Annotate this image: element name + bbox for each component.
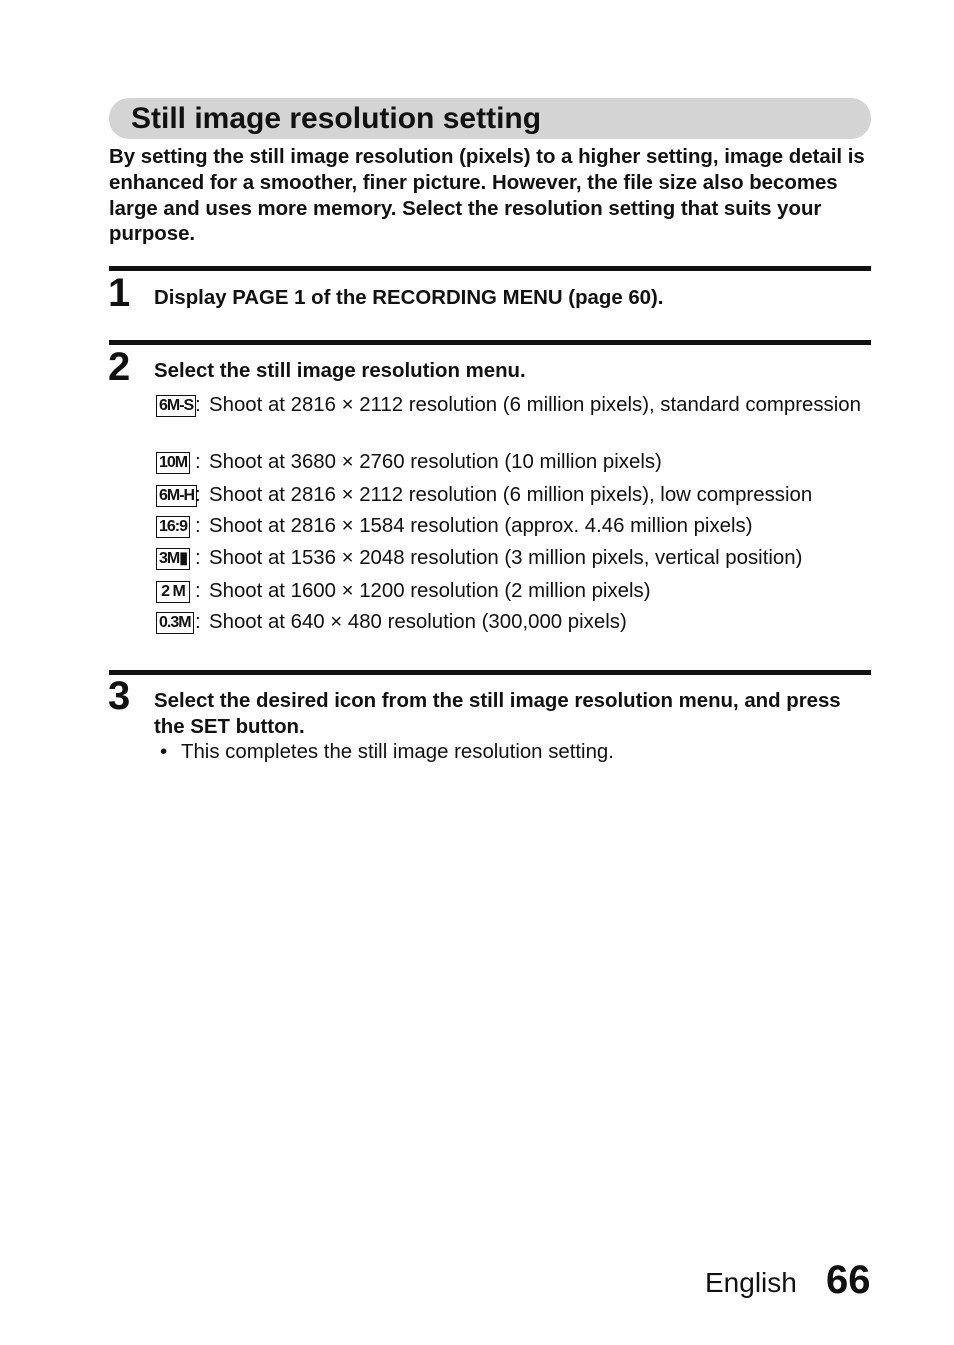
step-2-rule	[109, 340, 871, 345]
step-1-text: Display PAGE 1 of the RECORDING MENU (page 60).	[154, 287, 664, 309]
footer-language: English	[705, 1267, 797, 1298]
step-3-number: 3	[108, 674, 131, 718]
page-number: 66	[826, 1258, 871, 1302]
option-description: Shoot at 1600 × 1200 resolution (2 million pixels)	[209, 580, 651, 602]
option-separator: :	[195, 515, 201, 537]
step-3-note: This completes the still image resolution setting.	[181, 741, 614, 763]
option-description: Shoot at 3680 × 2760 resolution (10 million pixels)	[209, 451, 662, 473]
16-9-icon: 16:9	[156, 516, 190, 538]
option-description: Shoot at 2816 × 1584 resolution (approx. 4.46 million pixels)	[209, 515, 753, 537]
option-separator: :	[195, 394, 201, 416]
option-separator: :	[195, 580, 201, 602]
option-description: Shoot at 1536 × 2048 resolution (3 million pixels, vertical position)	[209, 547, 803, 569]
option-description: Shoot at 2816 × 2112 resolution (6 million pixels), low compression	[209, 484, 813, 506]
6m-high-icon: 6M-H	[156, 485, 197, 507]
step-3-text: Select the desired icon from the still image resolution menu, and press the SET button.	[154, 690, 841, 738]
2m-icon: 2 M	[156, 581, 190, 603]
step-1-rule	[109, 266, 871, 271]
0-3m-icon: 0.3M	[156, 612, 194, 634]
step-2-text: Select the still image resolution menu.	[154, 360, 526, 382]
section-title: Still image resolution setting	[131, 102, 542, 135]
10m-icon: 10M	[156, 452, 190, 474]
step-1-number: 1	[108, 271, 131, 315]
option-separator: :	[195, 611, 201, 633]
step-3-rule	[109, 670, 871, 675]
option-separator: :	[195, 451, 201, 473]
option-description: Shoot at 640 × 480 resolution (300,000 pixels)	[209, 611, 627, 633]
option-separator: :	[195, 484, 201, 506]
step-3-bullet: •	[160, 741, 168, 763]
6m-standard-icon: 6M-S	[156, 395, 196, 417]
option-description: Shoot at 2816 × 2112 resolution (6 million pixels), standard compression	[209, 394, 861, 416]
option-separator: :	[195, 547, 201, 569]
3m-vertical-icon: 3M▮	[156, 548, 190, 570]
intro-paragraph: By setting the still image resolution (pixels) to a higher setting, image detail is enhanced for a smoother, finer picture. However, the file size also becomes large and uses more memory. Select the resolution setting that suits your purpose.	[109, 146, 865, 246]
section-title-bar	[109, 98, 871, 139]
step-2-number: 2	[108, 345, 131, 389]
